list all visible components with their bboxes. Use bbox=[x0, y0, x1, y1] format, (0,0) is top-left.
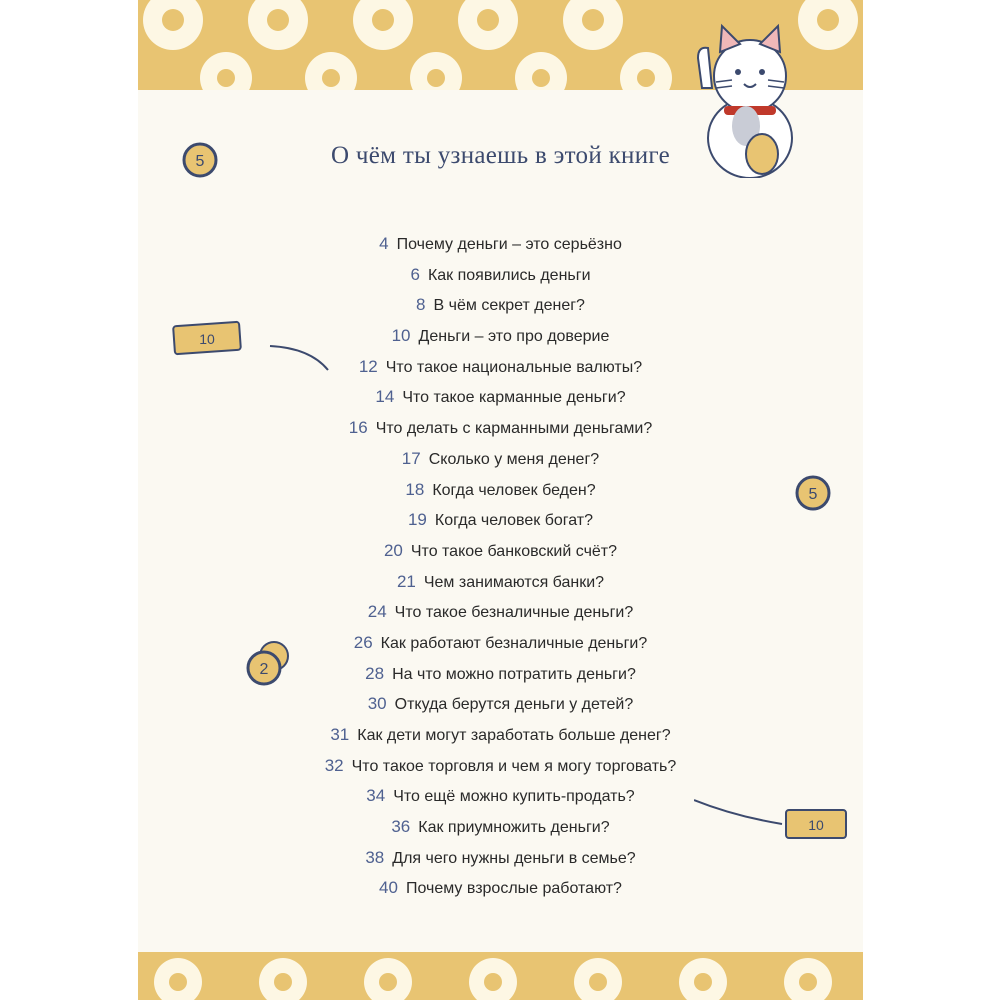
floral-pattern-bottom bbox=[138, 952, 863, 1000]
toc-item[interactable] bbox=[138, 260, 863, 291]
toc-item[interactable] bbox=[138, 781, 863, 812]
banknote-left-label: 10 bbox=[199, 331, 215, 347]
toc-item[interactable] bbox=[138, 812, 863, 843]
toc-item[interactable] bbox=[138, 444, 863, 475]
toc-item[interactable] bbox=[138, 720, 863, 751]
toc-title: Что такое банковский счёт? bbox=[410, 542, 618, 560]
toc-item[interactable] bbox=[138, 505, 863, 536]
toc-title: Что такое безналичные деньги? bbox=[394, 604, 634, 622]
toc-title: Чем занимаются банки? bbox=[423, 573, 605, 591]
toc-page-number: 26 bbox=[353, 632, 373, 652]
toc-item[interactable] bbox=[138, 628, 863, 659]
toc-item[interactable] bbox=[138, 352, 863, 383]
toc-page-number: 17 bbox=[401, 448, 421, 468]
toc-item[interactable] bbox=[138, 475, 863, 506]
toc-page-number: 31 bbox=[330, 725, 350, 744]
toc-item[interactable] bbox=[138, 229, 863, 260]
toc-title: Как приумножить деньги? bbox=[418, 819, 610, 837]
toc-title: Что такое национальные валюты? bbox=[385, 358, 643, 376]
toc-title: Как появились деньги bbox=[427, 266, 591, 284]
toc-page-number: 36 bbox=[391, 817, 411, 837]
toc-item[interactable] bbox=[138, 597, 863, 628]
toc-title: Что такое торговля и чем я могу торговать? bbox=[351, 757, 677, 775]
toc-page-number: 19 bbox=[407, 510, 427, 530]
toc-page-number: 4 bbox=[379, 234, 389, 253]
coin-two-label: 2 bbox=[259, 661, 269, 678]
toc-title: Сколько у меня денег? bbox=[428, 450, 600, 468]
toc-page-number: 6 bbox=[410, 264, 420, 284]
toc-page-number: 34 bbox=[366, 786, 386, 806]
toc-title: Откуда берутся деньги у детей? bbox=[394, 696, 634, 714]
coin-five-top-icon bbox=[182, 142, 218, 178]
toc-title: Почему взрослые работают? bbox=[405, 880, 622, 898]
toc-item[interactable] bbox=[138, 843, 863, 874]
toc-item[interactable] bbox=[138, 382, 863, 413]
toc-title: Что делать с карманными деньгами? bbox=[375, 420, 653, 438]
toc-item[interactable] bbox=[138, 536, 863, 567]
toc-page-number: 10 bbox=[391, 326, 411, 346]
toc-page-number: 21 bbox=[396, 571, 416, 591]
toc-item[interactable] bbox=[138, 413, 863, 444]
toc-title: Что ещё можно купить-продать? bbox=[393, 788, 635, 806]
coin-five-right-label: 5 bbox=[808, 486, 818, 503]
toc-page-number: 14 bbox=[375, 387, 395, 407]
table-of-contents bbox=[138, 229, 863, 904]
toc-item[interactable] bbox=[138, 659, 863, 690]
toc-item[interactable] bbox=[138, 567, 863, 598]
toc-title: Когда человек богат? bbox=[434, 512, 594, 530]
toc-title: Что такое карманные деньги? bbox=[402, 389, 626, 407]
book-page bbox=[138, 0, 863, 1000]
toc-page-number: 28 bbox=[365, 663, 385, 683]
toc-item[interactable] bbox=[138, 689, 863, 720]
toc-title: Деньги – это про доверие bbox=[418, 328, 610, 346]
toc-page-number: 12 bbox=[358, 356, 378, 376]
toc-page-number: 30 bbox=[367, 694, 387, 714]
toc-page-number: 38 bbox=[365, 847, 385, 867]
bottom-floral-band bbox=[138, 952, 863, 1000]
toc-title: В чём секрет денег? bbox=[433, 297, 585, 315]
toc-page-number: 24 bbox=[367, 602, 387, 622]
toc-title: На что можно потратить деньги? bbox=[392, 665, 636, 683]
toc-item[interactable] bbox=[138, 873, 863, 904]
banknote-right-label: 10 bbox=[808, 817, 824, 833]
toc-title: Как дети могут заработать больше денег? bbox=[357, 727, 671, 744]
toc-title: Почему деньги – это серьёзно bbox=[396, 236, 622, 253]
toc-title: Для чего нужны деньги в семье? bbox=[392, 849, 636, 867]
toc-page-number: 20 bbox=[383, 540, 403, 560]
toc-item[interactable] bbox=[138, 321, 863, 352]
toc-item[interactable] bbox=[138, 290, 863, 321]
toc-page-number: 18 bbox=[405, 479, 425, 499]
toc-page-number: 32 bbox=[324, 755, 344, 775]
toc-item[interactable] bbox=[138, 751, 863, 782]
toc-page-number: 16 bbox=[348, 418, 368, 438]
toc-title: Как работают безналичные деньги? bbox=[380, 634, 648, 652]
coin-five-top-label: 5 bbox=[195, 153, 205, 170]
page-title: О чём ты узнаешь в этой книге bbox=[331, 142, 670, 169]
toc-page-number: 40 bbox=[379, 878, 398, 898]
toc-title: Когда человек беден? bbox=[432, 481, 596, 499]
toc-page-number: 8 bbox=[416, 295, 426, 315]
